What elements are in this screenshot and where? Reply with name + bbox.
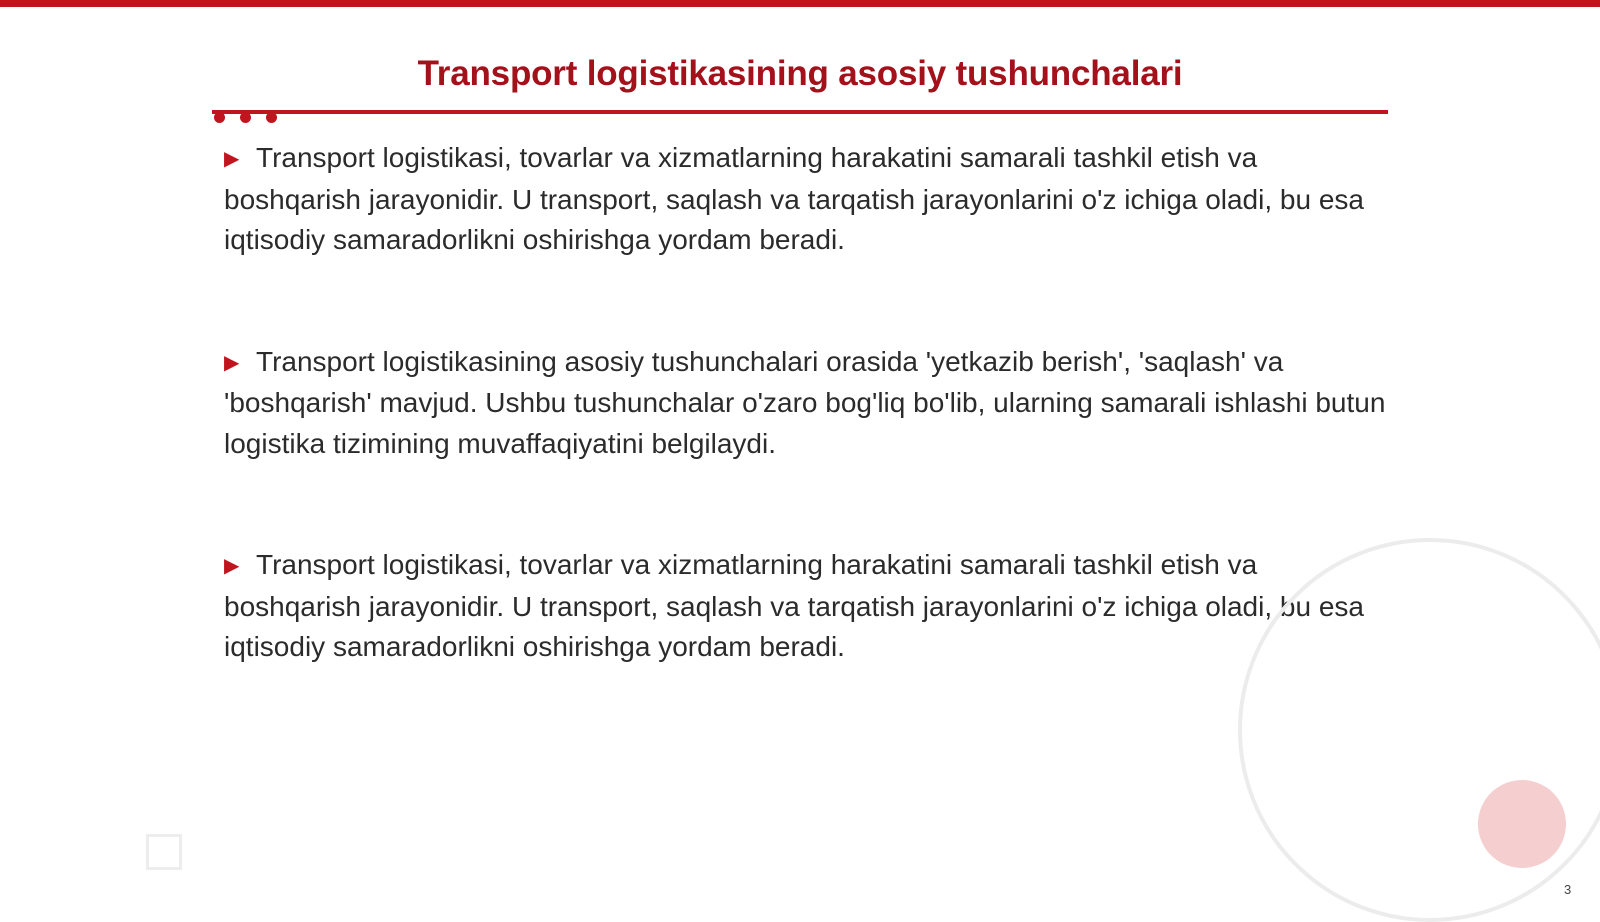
- decor-dot: [214, 112, 225, 123]
- decor-ring: [1238, 538, 1600, 922]
- slide-title: Transport logistikasining asosiy tushunchalari: [417, 54, 1183, 93]
- title-underline: [212, 110, 1388, 114]
- page-number: 3: [1564, 882, 1572, 897]
- bullet-list: [224, 138, 1392, 749]
- decor-dot: [266, 112, 277, 123]
- triangle-bullet-icon: ▶: [224, 555, 240, 577]
- triangle-bullet-icon: ▶: [224, 351, 240, 374]
- bullet-item: [224, 138, 1392, 261]
- decor-square: [146, 834, 182, 870]
- bullet-item: [224, 342, 1392, 465]
- triangle-bullet-icon: ▶: [224, 148, 240, 170]
- top-accent-bar: [0, 0, 1600, 7]
- bullet-item: [224, 545, 1392, 668]
- decor-dot: [240, 112, 251, 123]
- bullet-text: Transport logistikasi, tovarlar va xizmatlarning harakatini samarali tashkil etish va boshqarish jarayonidir. U transport, saqlash va tarqatish jarayonlarini o'z ichiga oladi, bu esa iqtisodiy samaradorlikni oshirishga yordam beradi.: [224, 549, 1364, 662]
- bullet-text: Transport logistikasi, tovarlar va xizmatlarning harakatini samarali tashkil etish va boshqarish jarayonidir. U transport, saqlash va tarqatish jarayonlarini o'z ichiga oladi, bu esa iqtisodiy samaradorlikni oshirishga yordam beradi.: [224, 142, 1364, 255]
- bullet-text: Transport logistikasining asosiy tushunchalari orasida 'yetkazib berish', 'saqlash' va 'boshqarish' mavjud. Ushbu tushunchalar o'zaro bog'liq bo'lib, ularning samarali ishlashi butun logistika tizimining muvaffaqiyatini belgilaydi.: [224, 345, 1386, 459]
- decor-pink-circle: [1478, 780, 1566, 868]
